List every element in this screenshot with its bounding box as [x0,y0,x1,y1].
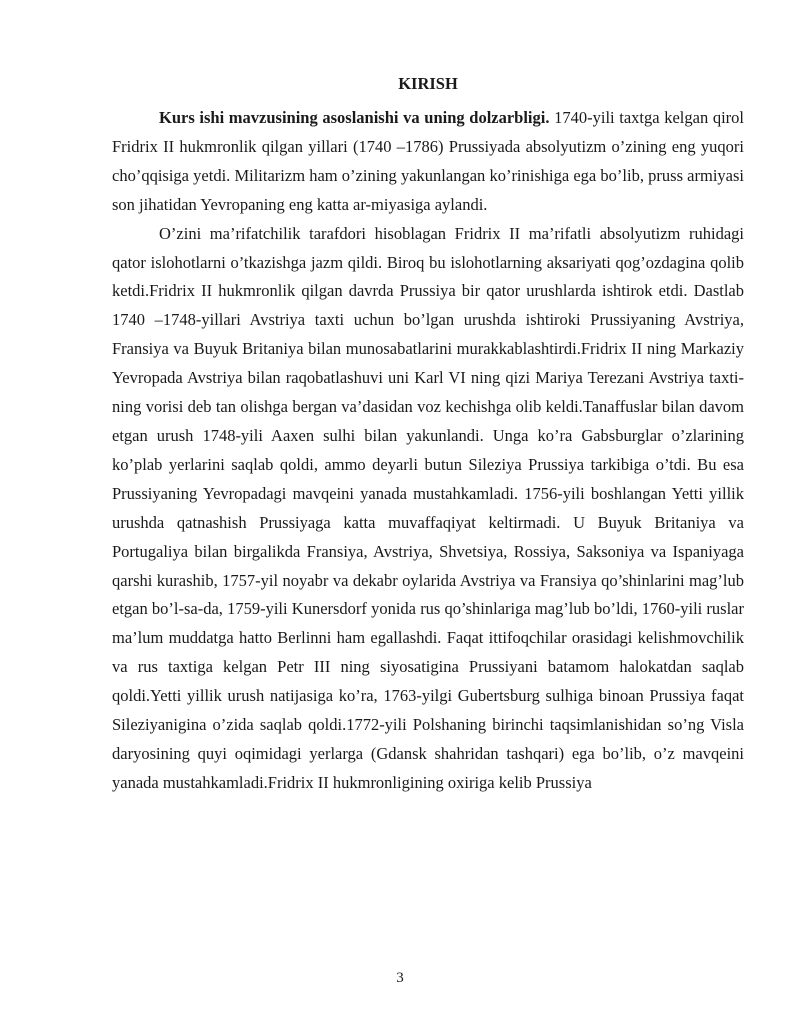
section-title: KIRISH [398,74,458,93]
document-body [112,104,744,798]
paragraph-history: O’zini ma’rifatchilik tarafdori hisoblagan Fridrix II ma’rifatli absolyutizm ruhidagi qator islohotlarni o’tkazishga jazm qildi. Biroq bu islohotlarning aksariyati qog’ozdagina qolib ketdi.Fridrix II hukmronlik qilgan davrda Prussiya bir qator urushlarda ishtirok etdi. Dastlab 1740 –1748-yillari Avstriya taxti uchun bo’lgan urushda ishtiroki Prussiyaning Avstriya, Fransiya va Buyuk Britaniya bilan munosabatlarini murakkablashtirdi.Fridrix II ning Markaziy Yevropada Avstriya bilan raqobatlashuvi uni Karl VI ning qizi Mariya Terezani Avstriya taxti-ning vorisi deb tan olishga bergan va’dasidan voz kechishga olib keldi.Tanaffuslar bilan davom etgan urush 1748-yili Aaxen sulhi bilan yakunlandi. Unga ko’ra Gabsburglar o’zlarining ko’plab yerlarini saqlab qoldi, ammo deyarli butun Sileziya Prussiya tarkibiga o’tdi. Bu esa Prussiyaning Yevropadagi mavqeini yanada mustahkamladi. 1756-yili boshlangan Yetti yillik urushda qatnashish Prussiyaga katta muvaffaqiyat keltirmadi. U Buyuk Britaniya va Portugaliya bilan birgalikda Fransiya, Avstriya, Shvetsiya, Rossiya, Saksoniya va Ispaniyaga qarshi kurashib, 1757-yil noyabr va dekabr oylarida Avstriya va Fransiya qo’shinlarini mag’lub etgan bo’l-sa-da, 1759-yili Kunersdorf yonida rus qo’shinlariga mag’lub bo’ldi, 1760-yili ruslar ma’lum muddatga hatto Berlinni ham egallashdi. Faqat ittifoqchilar orasidagi kelishmovchilik va rus taxtiga kelgan Petr III ning siyosatigina Prussiyani batamom halokatdan saqlab qoldi.Yetti yillik urush natijasiga ko’ra, 1763-yilgi Gubertsburg sulhiga binoan Prussiya faqat Sileziyanigina o’zida saqlab qoldi.1772-yili Polshaning birinchi taqsimlanishidan so’ng Visla daryosining quyi oqimidagi yerlarga (Gdansk shahridan tashqari) ega bo’lib, o’z mavqeini yanada mustahkamladi.Fridrix II hukmronligining oxiriga kelib Prussiya [112,223,744,792]
page-number: 3 [396,970,404,986]
paragraph-intro [112,104,744,220]
lead-heading: Kurs ishi mavzusining asoslanishi va uning dolzarbligi. [159,108,550,127]
paragraph-intro-text: 1740-yili taxtga kelgan qirol Fridrix II hukmronlik qilgan yillari (1740 –1786) Prussiyada absolyutizm o’zining eng yuqori cho’qqisiga yetdi. Militarizm ham o’zining yakunlangan ko’rinishiga ega bo’lib, pruss armiyasi son jihatidan Yevropaning eng katta ar-miyasiga aylandi. [112,108,744,214]
